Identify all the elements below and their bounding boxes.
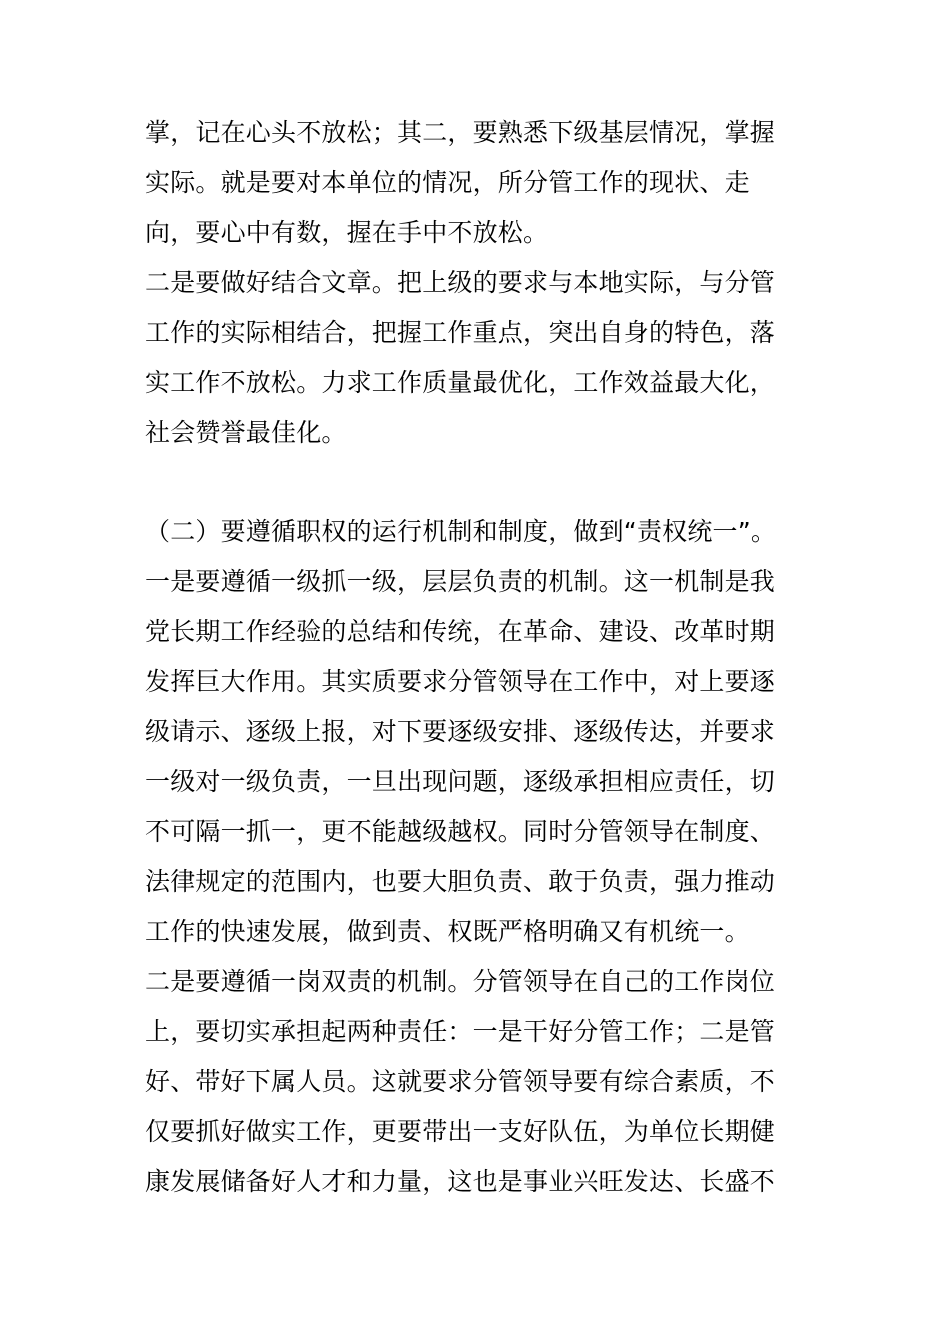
text-line: 发挥巨大作用。其实质要求分管领导在工作中，对上要逐 [145, 667, 776, 696]
text-line: 上，要切实承担起两种责任：一是干好分管工作；二是管 [145, 1017, 776, 1046]
section-heading: （二）要遵循职权的运行机制和制度，做到“责权统一”。 [145, 517, 777, 546]
text-line: 不可隔一抓一，更不能越级越权。同时分管领导在制度、 [145, 817, 776, 846]
text-line: 社会赞誉最佳化。 [145, 418, 347, 447]
text-line: 康发展储备好人才和力量，这也是事业兴旺发达、长盛不 [145, 1167, 776, 1196]
text-line: 工作的实际相结合，把握工作重点，突出自身的特色，落 [145, 318, 776, 347]
text-line: 二是要遵循一岗双责的机制。分管领导在自己的工作岗位 [145, 967, 776, 996]
text-line: 仅要抓好做实工作，更要带出一支好队伍，为单位长期健 [145, 1117, 776, 1146]
text-line: 一级对一级负责，一旦出现问题，逐级承担相应责任，切 [145, 767, 776, 796]
text-line: 掌，记在心头不放松；其二，要熟悉下级基层情况，掌握 [145, 118, 776, 147]
text-line: 好、带好下属人员。这就要求分管领导要有综合素质，不 [145, 1067, 776, 1096]
text-line: 党长期工作经验的总结和传统，在革命、建设、改革时期 [145, 617, 776, 646]
text-line: 二是要做好结合文章。把上级的要求与本地实际，与分管 [145, 268, 776, 297]
text-line: 法律规定的范围内，也要大胆负责、敢于负责，强力推动 [145, 867, 776, 896]
text-line: 实际。就是要对本单位的情况，所分管工作的现状、走 [145, 168, 750, 197]
text-line: 级请示、逐级上报，对下要逐级安排、逐级传达，并要求 [145, 717, 776, 746]
text-line: 实工作不放松。力求工作质量最优化，工作效益最大化， [145, 368, 776, 397]
text-line: 向，要心中有数，握在手中不放松。 [145, 218, 549, 247]
text-line: 一是要遵循一级抓一级，层层负责的机制。这一机制是我 [145, 567, 776, 596]
text-line: 工作的快速发展，做到责、权既严格明确又有机统一。 [145, 917, 750, 946]
